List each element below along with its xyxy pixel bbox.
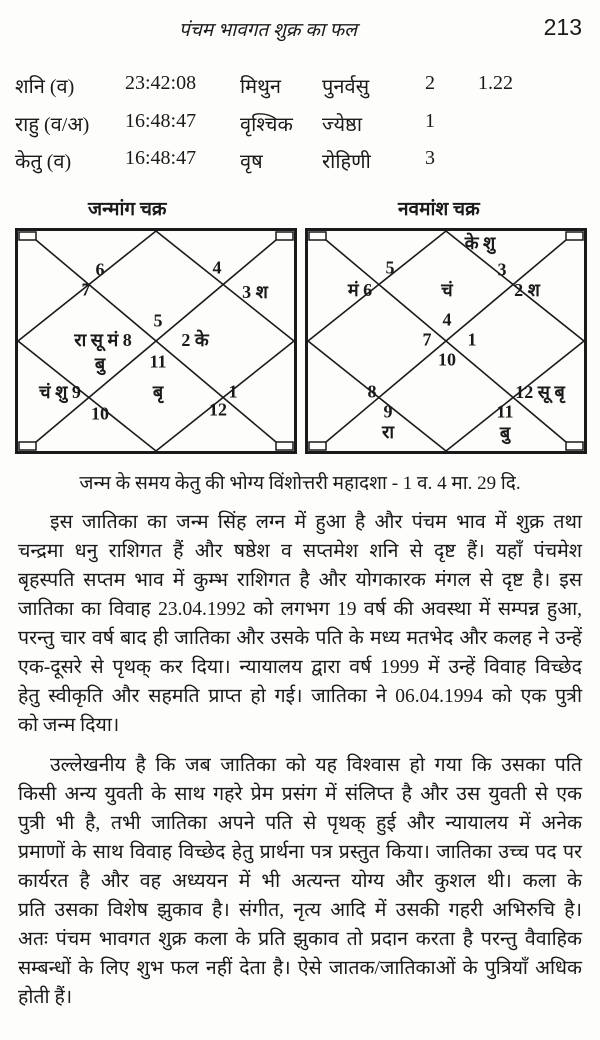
- table-cell: राहु (व/अ): [15, 114, 90, 136]
- chart-grid: [15, 228, 297, 454]
- house-label: 12 सू बृ: [515, 382, 565, 402]
- chart-grid: [305, 228, 587, 454]
- text-line: उल्लेखनीय है कि जब जातिका को यह विश्वास हो गया कि उसका पति: [50, 755, 582, 776]
- house-label: चं शु 9: [39, 382, 81, 402]
- text-line: होती हैं।: [18, 987, 73, 1008]
- house-label: 3 श: [242, 282, 268, 302]
- table-cell: 1.22: [478, 72, 513, 94]
- navamsha-chart-title: नवमांश चक्र: [398, 199, 480, 220]
- house-label: 8: [367, 381, 377, 402]
- house-label: 11: [496, 401, 514, 422]
- house-label: 2 के: [181, 330, 209, 350]
- house-label: 3: [497, 259, 507, 280]
- text-line: कार्यरत है और वह अध्ययन में भी अत्यन्त योग्य और कुशल थी। कला के: [18, 871, 582, 892]
- house-label: 6: [95, 259, 105, 280]
- house-label: चं: [441, 280, 453, 300]
- text-line: इस जातिका का जन्म सिंह लग्न में हुआ है और पंचम भाव में शुक्र तथा: [50, 512, 582, 533]
- table-cell: वृष: [240, 151, 263, 173]
- house-label: 11: [149, 351, 167, 372]
- table-cell: वृश्चिक: [240, 114, 293, 136]
- house-label: के शु: [464, 233, 496, 253]
- house-label: 1: [228, 381, 238, 402]
- house-label: 2 श: [514, 280, 540, 300]
- table-cell: शनि (व): [15, 76, 75, 98]
- house-label: मं 6: [347, 280, 373, 300]
- dasha-caption: जन्म के समय केतु की भोग्य विंशोत्तरी महादशा - 1 व. 4 मा. 29 दि.: [79, 473, 521, 494]
- table-cell: 16:48:47: [125, 147, 197, 169]
- house-label: बृ: [152, 382, 164, 402]
- text-line: बृहस्पति सप्तम भाव में कुम्भ राशिगत है और योगकारक मंगल से दृष्ट है। इस: [18, 570, 582, 591]
- text-line: परन्तु चार वर्ष बाद ही जातिका और उसके पति के मध्य मतभेद और कलह ने उन्हें: [18, 628, 582, 649]
- house-label: 7: [422, 329, 432, 350]
- house-label: बु: [499, 423, 511, 443]
- house-label: 4: [212, 257, 222, 278]
- page-number: 213: [543, 14, 582, 40]
- text-line: जातिका का विवाह 23.04.1992 को लगभग 19 वर्ष की अवस्था में सम्पन्न हुआ,: [18, 599, 582, 620]
- lagna-chart-title: जन्मांग चक्र: [88, 199, 167, 220]
- table-cell: मिथुन: [240, 76, 282, 98]
- table-cell: 2: [425, 72, 435, 94]
- table-cell: पुनर्वसु: [322, 76, 370, 98]
- table-cell: 1: [425, 110, 435, 132]
- text-line: किसी अन्य युवती के साथ गहरे प्रेम प्रसंग में संलिप्त है और उस युवती से एक: [18, 784, 582, 805]
- house-label: रा: [381, 422, 395, 442]
- navamsha-chart: [305, 228, 587, 454]
- text-line: पुत्री भी है, तभी जातिका अपने पति से पृथक् हुई और न्यायालय में अनेक: [18, 813, 582, 834]
- text-line: हेतु स्वीकृति और सहमति प्राप्त हो गई। जातिका ने 06.04.1994 को एक पुत्री: [18, 686, 582, 707]
- text-line: प्रमाणों के साथ विवाह विच्छेद हेतु प्रार्थना पत्र प्रस्तुत किया। जातिका उच्च पद पर: [18, 842, 582, 863]
- house-label: 7: [81, 279, 91, 300]
- text-line: एक-दूसरे से पृथक् कर दिया। न्यायालय द्वारा वर्ष 1999 में उन्हें विवाह विच्छेद: [18, 657, 582, 678]
- house-label: 10: [438, 349, 456, 370]
- running-header: पंचम भावगत शुक्र का फल: [178, 20, 358, 41]
- house-label: 9: [383, 401, 393, 422]
- table-cell: ज्येष्ठा: [322, 114, 362, 136]
- table-cell: रोहिणी: [322, 151, 371, 173]
- table-cell: 23:42:08: [125, 72, 197, 94]
- lagna-chart: [15, 228, 297, 454]
- house-label: 4: [442, 309, 452, 330]
- house-label: 5: [385, 257, 395, 278]
- house-label: 5: [153, 310, 163, 331]
- text-line: सम्बन्धों के लिए शुभ फल नहीं देता है। ऐसे जातक/जातिकाओं के पुत्रियाँ अधिक: [18, 958, 582, 979]
- text-line: को जन्म दिया।: [18, 715, 120, 736]
- text-line: चन्द्रमा धनु राशिगत हैं और षष्ठेश व सप्तमेश शनि से दृष्ट हैं। यहाँ पंचमेश: [18, 541, 582, 562]
- house-label: बु: [94, 354, 106, 374]
- text-line: अतः पंचम भावगत शुक्र कला के प्रति झुकाव तो प्रदान करता है परन्तु वैवाहिक: [18, 929, 582, 950]
- text-line: प्रति उसका विशेष झुकाव है। संगीत, नृत्य आदि में उसकी गहरी अभिरुचि है।: [18, 900, 582, 921]
- house-label: 12: [209, 399, 227, 420]
- table-cell: 16:48:47: [125, 110, 197, 132]
- table-cell: केतु (व): [15, 151, 72, 173]
- house-label: रा सू मं 8: [74, 330, 132, 350]
- table-cell: 3: [425, 147, 435, 169]
- house-label: 10: [91, 403, 109, 424]
- house-label: 1: [467, 329, 477, 350]
